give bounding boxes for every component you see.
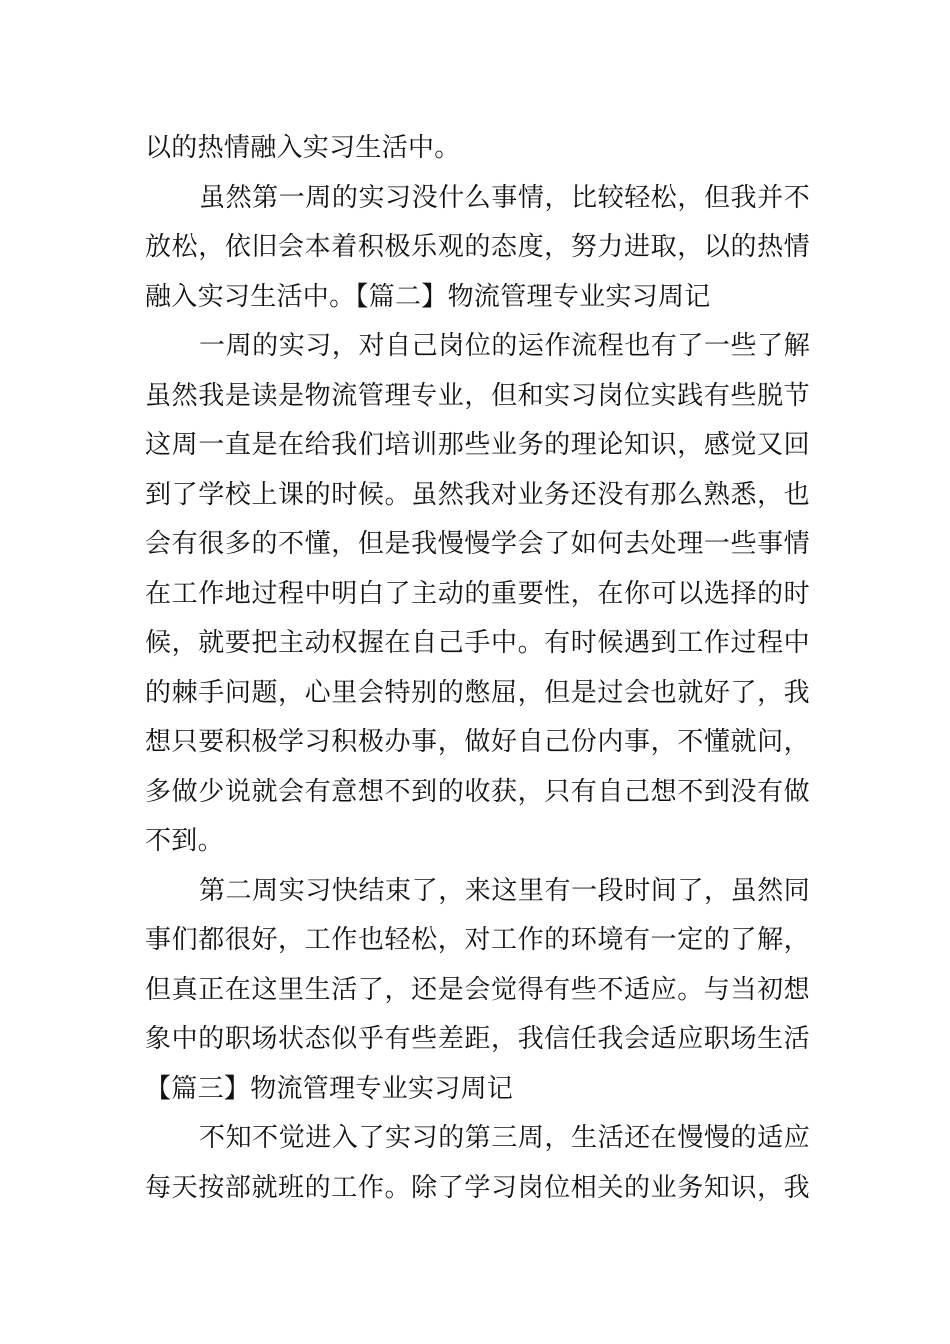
text-line: 象中的职场状态似乎有些差距，我信任我会适应职场生活 bbox=[145, 1024, 810, 1054]
text-line: 虽然我是读是物流管理专业，但和实习岗位实践有些脱节 bbox=[145, 380, 810, 411]
text-line: 【篇三】物流管理专业实习周记 bbox=[145, 1073, 514, 1104]
text-line: 不到。 bbox=[145, 826, 224, 856]
text-line: 会有很多的不懂，但是我慢慢学会了如何去处理一些事情 bbox=[145, 529, 810, 559]
text-line: 一周的实习，对自己岗位的运作流程也有了一些了解 bbox=[199, 331, 810, 361]
text-line: 但真正在这里生活了，还是会觉得有些不适应。与当初想 bbox=[145, 974, 810, 1005]
text-line: 以的热情融入实习生活中。 bbox=[145, 133, 461, 163]
text-line: 不知不觉进入了实习的第三周，生活还在慢慢的适应 bbox=[199, 1123, 810, 1153]
text-line: 每天按部就班的工作。除了学习岗位相关的业务知识，我 bbox=[145, 1172, 810, 1203]
text-line: 想只要积极学习积极办事，做好自己份内事，不懂就问， bbox=[145, 727, 810, 757]
text-line: 事们都很好，工作也轻松，对工作的环境有一定的了解， bbox=[145, 925, 810, 955]
text-line: 在工作地过程中明白了主动的重要性，在你可以选择的时 bbox=[145, 578, 810, 609]
text-line: 的棘手问题，心里会特别的憋屈，但是过会也就好了，我 bbox=[145, 677, 810, 708]
text-line: 多做少说就会有意想不到的收获，只有自己想不到没有做 bbox=[145, 776, 810, 807]
text-line: 这周一直是在给我们培训那些业务的理论知识，感觉又回 bbox=[145, 430, 810, 460]
body-text bbox=[145, 124, 810, 1213]
text-line: 到了学校上课的时候。虽然我对业务还没有那么熟悉，也 bbox=[145, 479, 810, 510]
text-line: 第二周实习快结束了，来这里有一段时间了，虽然同 bbox=[199, 875, 810, 906]
text-line: 虽然第一周的实习没什么事情，比较轻松，但我并不 bbox=[199, 182, 810, 213]
text-line: 融入实习生活中。【篇二】物流管理专业实习周记 bbox=[145, 281, 711, 312]
text-line: 放松，依旧会本着积极乐观的态度，努力进取，以的热情 bbox=[145, 232, 810, 262]
text-line: 候，就要把主动权握在自己手中。有时候遇到工作过程中 bbox=[145, 628, 810, 658]
